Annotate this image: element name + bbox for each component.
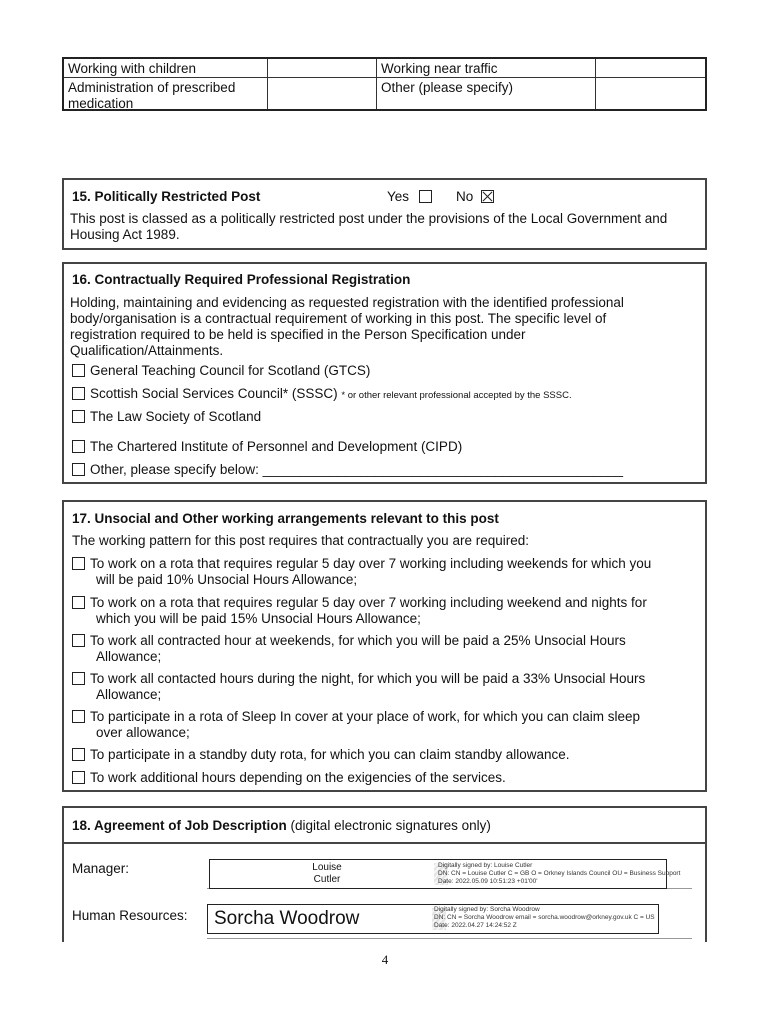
night-33-option[interactable] xyxy=(72,671,645,703)
manager-signature-details: Digitally signed by: Louise Cutler DN: CN = Louise Cutler C = GB O = Orkney Islands Council OU = Business Support Date: 2022.05.09 10:51:23 +01'00' xyxy=(438,862,681,885)
sssc-checkbox[interactable] xyxy=(72,387,85,400)
hr-signer-name: Sorcha Woodrow xyxy=(214,908,360,929)
section-17-unsocial-arrangements xyxy=(62,500,707,792)
cipd-checkbox[interactable] xyxy=(72,440,85,453)
cipd-label: The Chartered Institute of Personnel and Development (CIPD) xyxy=(90,439,463,454)
gtcs-label: General Teaching Council for Scotland (GTCS) xyxy=(90,363,371,378)
hr-signature-field[interactable] xyxy=(207,904,659,934)
medication-label: Administration of prescribed medication xyxy=(68,80,236,111)
manager-signer-name: Louise Cutler xyxy=(312,862,342,885)
working-near-traffic-label: Working near traffic xyxy=(381,61,498,76)
weekends-25-line1: To work all contracted hour at weekends, for which you will be paid a 25% Unsocial Hours xyxy=(90,633,626,648)
rota-15-option[interactable] xyxy=(72,595,647,627)
standby-option[interactable] xyxy=(72,747,570,762)
section-15-body: This post is classed as a politically restricted post under the provisions of the Local Government and Housing Act 1989. xyxy=(70,211,668,242)
sssc-option[interactable] xyxy=(72,386,572,401)
rota-15-line1: To work on a rota that requires regular 5 day over 7 working including weekend and nights for xyxy=(90,595,647,610)
weekends-25-checkbox[interactable] xyxy=(72,634,85,647)
night-33-line1: To work all contacted hours during the night, for which you will be paid a 33% Unsocial Hours xyxy=(90,671,646,686)
weekends-25-line2: Allowance; xyxy=(96,649,162,664)
additional-hours-label: To work additional hours depending on the exigencies of the services. xyxy=(90,770,506,785)
rota-10-line1: To work on a rota that requires regular 5 day over 7 working including weekends for which you xyxy=(90,556,652,571)
sleep-in-option[interactable] xyxy=(72,709,640,741)
night-33-line2: Allowance; xyxy=(96,687,162,702)
gtcs-checkbox[interactable] xyxy=(72,364,85,377)
section-16-title: 16. Contractually Required Professional Registration xyxy=(72,272,411,287)
other-registration-option[interactable] xyxy=(72,462,623,477)
section-18-title-rest: (digital electronic signatures only) xyxy=(286,818,491,833)
cipd-option[interactable] xyxy=(72,439,462,454)
no-option[interactable] xyxy=(456,189,499,204)
section-18-title xyxy=(72,818,491,833)
section-15-politically-restricted xyxy=(62,178,707,250)
working-with-children-label: Working with children xyxy=(68,61,197,76)
rota-15-checkbox[interactable] xyxy=(72,596,85,609)
rota-10-option[interactable] xyxy=(72,556,651,588)
sleep-in-checkbox[interactable] xyxy=(72,710,85,723)
manager-label: Manager: xyxy=(72,861,130,876)
rota-10-checkbox[interactable] xyxy=(72,557,85,570)
other-registration-label: Other, please specify below: ________________________________________________ xyxy=(90,462,623,477)
section-17-title: 17. Unsocial and Other working arrangements relevant to this post xyxy=(72,511,499,526)
sleep-in-line1: To participate in a rota of Sleep In cover at your place of work, for which you can claim sleep xyxy=(90,709,641,724)
additional-hours-checkbox[interactable] xyxy=(72,771,85,784)
law-society-checkbox[interactable] xyxy=(72,410,85,423)
section-18-header xyxy=(62,806,707,844)
sleep-in-line2: over allowance; xyxy=(96,725,190,740)
hr-label: Human Resources: xyxy=(72,908,188,923)
night-33-checkbox[interactable] xyxy=(72,672,85,685)
law-society-option[interactable] xyxy=(72,409,261,424)
standby-checkbox[interactable] xyxy=(72,748,85,761)
no-checkbox-checked[interactable] xyxy=(481,190,494,203)
weekends-25-option[interactable] xyxy=(72,633,626,665)
sssc-label: Scottish Social Services Council* (SSSC) xyxy=(90,386,338,401)
section-17-intro: The working pattern for this post requires that contractually you are required: xyxy=(72,533,529,548)
rota-15-line2: which you will be paid 15% Unsocial Hours Allowance; xyxy=(96,611,421,626)
page-number: 4 xyxy=(381,952,389,967)
rota-10-line2: will be paid 10% Unsocial Hours Allowance; xyxy=(96,572,358,587)
section-15-title: 15. Politically Restricted Post xyxy=(72,189,261,204)
standby-label: To participate in a standby duty rota, for which you can claim standby allowance. xyxy=(90,747,570,762)
manager-signature-field[interactable] xyxy=(209,859,681,889)
additional-hours-option[interactable] xyxy=(72,770,506,785)
no-label: No xyxy=(456,189,474,204)
yes-option[interactable] xyxy=(387,189,437,204)
section-16-registration xyxy=(62,262,707,484)
yes-label: Yes xyxy=(387,189,410,204)
yes-checkbox[interactable] xyxy=(419,190,432,203)
law-society-label: The Law Society of Scotland xyxy=(90,409,262,424)
other-registration-checkbox[interactable] xyxy=(72,463,85,476)
other-specify-label: Other (please specify) xyxy=(381,80,514,95)
section-16-body: Holding, maintaining and evidencing as requested registration with the identified professional body/organisation is a contractual requirement of working in this post. The specific level of registration required to be held is specified in the Person Specification under Qualification/Attainments. xyxy=(70,295,624,358)
hr-sig-underline xyxy=(207,938,692,939)
hr-signature-details: Digitally signed by: Sorcha Woodrow DN: CN = Sorcha Woodrow email = sorcha.woodrow@orkney.gov.uk C = US Date: 2022.04.27 14:24:52 Z xyxy=(434,906,655,929)
gtcs-option[interactable] xyxy=(72,363,370,378)
section-18-title-bold: 18. Agreement of Job Description xyxy=(72,818,287,833)
sssc-note: * or other relevant professional accepted by the SSSC. xyxy=(341,390,572,401)
hazards-table xyxy=(62,57,707,111)
